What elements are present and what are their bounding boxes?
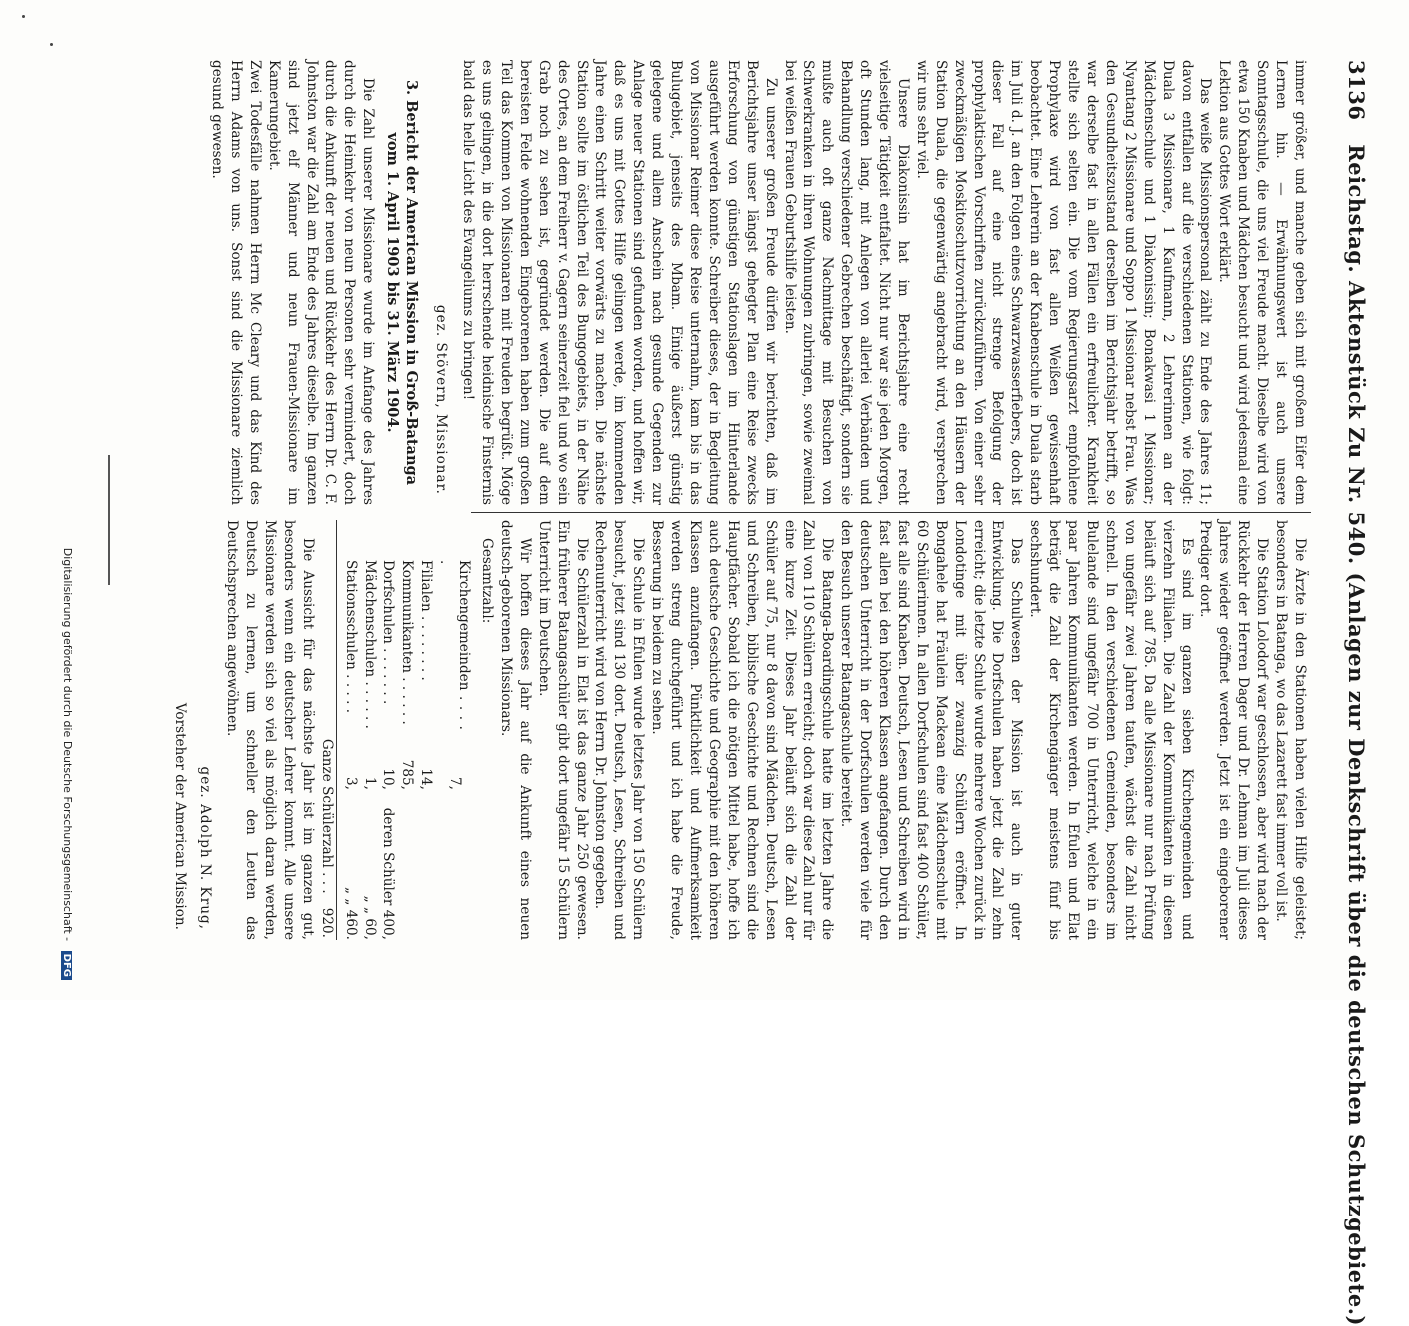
left-column [207, 60, 1309, 505]
page-header [1319, 60, 1369, 1326]
stats-label: Filialen . . . . . . . . [418, 560, 435, 681]
stats-total-label: Ganze Schülerzahl . . . [318, 738, 335, 894]
digitization-footer [54, 0, 74, 990]
stats-value: 14, [418, 768, 435, 790]
table-row [398, 520, 417, 940]
stats-heading: Gesamtzahl: [479, 538, 496, 624]
stats-value: 7, [446, 777, 463, 790]
paragraph: Wir hoffen dieses Jahr auf die Ankunft eines neuen deutsch-geborenen Missionars. [497, 520, 533, 940]
stats-label: Kirchengemeinden . . . . . [437, 560, 473, 730]
digitization-note: Digitalisierung gefördert durch die Deutsche Forschungsgemeinschaft - [61, 547, 74, 942]
section-heading-line: 3. Bericht der American Mission in Groß-Batanga [403, 79, 421, 486]
paragraph: Die Schülerzahl in Elat ist das ganze Jahr 250 gewesen. Ein früherer Batangaschüler gibt dort ungefähr 15 Schülern Unterricht im Deutschen. [535, 520, 590, 940]
column-divider [471, 512, 1311, 513]
paragraph: immer größer, und manche geben sich mit großem Eifer dem Lernen hin. — Erwähnungswert ist auch unsere Sonntagsschule, die uns viel Freude macht. Dieselbe wird von etwa 150 Knaben und Mädchen besucht und wird jedesmal eine Lektion aus Gottes Wort erklärt. [1216, 60, 1308, 505]
paragraph: Das weiße Missionspersonal zählt zu Ende des Jahres 11; davon entfallen auf die verschiedenen Stationen, wie folgt: Duala 3 Missionare, 1 Kaufmann, 2 Lehrerinnen an der Mädchenschule und 1 Diakonissin; Bonakwasi 1 Missionar; Nyantang 2 Missionare und Soppo 1 Missionar nebst Frau. Was den Gesundheitszustand derselben im Berichtsjahr betrifft, so war derselbe fast in allen Fällen ein erfreulicher. Krankheit stellte sich selten ein. Die vom Regierungsarzt empfohlene Prophylaxe wird von fast allen Weißen gewissenhaft beobachtet. Eine Lehrerin an der Knabenschule in Duala starb im Juli d. J. an den Folgen eines Schwarzwasserfiebers, doch ist dieser Fall auf eine nicht strenge Befolgung der prophylaktischen Vorschriften zurückzuführen. Von einer sehr zweckmäßigen Moskitoschutzvorrichtung an den Häusern der Station Duala, die gegenwärtig angebracht wird, versprechen wir uns sehr viel. [913, 60, 1214, 505]
stats-extra [416, 790, 435, 940]
paragraph: Die Batanga-Boardingschule hatte im letzten Jahre die Zahl von 110 Schülern erreicht; doch war diese Zahl nur für eine kurze Zeit. Dieses Jahr beläuft sich die Zahl der Schüler auf 75, nur 8 davon sind Mädchen. Deutsch, Lesen und Schreiben, biblische Geschichte und Rechnen sind die Hauptfächer. Sobald ich die nötigen Mittel habe, hoffe ich auch deutsche Geschichte und Geographie mit den höheren Klassen anzufangen. Pünktlichkeit und Aufmerksamkeit werden streng durchgeführt und ich habe die Freude, Besserung in beidem zu sehen. [649, 520, 836, 940]
stats-extra: deren Schüler 400, [380, 807, 397, 940]
signature: gez. Adolph N. Krug, [197, 766, 214, 930]
paragraph: Die Zahl unserer Missionare wurde im Anfange des Jahres durch die Heimkehr von neun Personen sehr vermindert, doch durch die Ankunft der neuen und Rückkehr des Herrn Dr. C. F. Johnston war die Zahl am Ende des Jahres dieselbe. Im ganzen sind jetzt elf Männer und neun Frauen-Missionare im Kamerungebiet. [265, 60, 377, 505]
paragraph: Das Schulwesen der Mission ist auch in guter Entwicklung. Die Dorfschulen haben jetzt die Zahl zehn erreicht; die letzte Schule wurde mehrere Wochen zurück in Londotinge mit über zwanzig Schülern eröffnet. In Bongahele hat Fräulein Mackean eine Mädchenschule mit 60 Schülerinnen. In allen Dorfschulen sind fast 400 Schüler, fast alle sind Knaben. Deutsch, Lesen und Schreiben wird in fast allen bei den höheren Klassen angefangen. Durch den deutschen Unterricht in der Dorfschulen werden viele für den Besuch unserer Batangaschule bereitet. [838, 520, 1025, 940]
stats-total [317, 520, 337, 940]
table-row [416, 520, 435, 940]
stats-label: Dorfschulen . . . . . . . [380, 560, 397, 705]
stats-value: 1, [361, 777, 378, 790]
paragraph: Unsere Diakonissin hat im Berichtsjahre eine recht vielseitige Tätigkeit entfaltet. Nicht nur war sie jeden Morgen, oft Stunden lang, mit Anlegen von allerlei Verbänden und Behandlung verschiedener Gebrechen beschäftigt, sondern sie mußte auch oft ganze Nachmittage mit Besuchen von Schwerkranken in ihren Wohnungen zubringen, sowie zweimal bei weißen Frauen Geburtshilfe leisten. [781, 60, 911, 505]
signature-role: Vorsteher der American Mission. [172, 702, 189, 930]
stats-label: Kommunikanten . . . . . . [399, 560, 416, 725]
table-row [341, 520, 360, 940]
stats-extra: „ „ 60, [361, 895, 378, 940]
table-row [379, 520, 398, 940]
paragraph: Die Station Lolodorf war geschlossen, aber wird nach der Rückkehr der Herren Dager und Dr. Lehman im Juli dieses Jahres wieder geöffnet werden. Jetzt ist ein eingeborener Prediger dort. [1197, 520, 1271, 940]
section-heading-line: vom 1. April 1903 bis 31. März 1904. [384, 132, 402, 433]
table-row [360, 520, 379, 940]
stats-value: 10, [380, 768, 397, 790]
stats-label: Stationsschulen . . . . . [342, 560, 359, 714]
stats-extra [398, 790, 417, 940]
right-column [163, 520, 1309, 940]
paragraph: Zu unserer großen Freude dürfen wir berichten, daß im Berichtsjahre unser längst gehegter Plan eine Reise zwecks Erforschung von günstigen Stationslagen im Hinterlande ausgeführt werden konnte. Schreiber dieses, der in Begleitung von Missionar Reimer diese Reise unternahm, kam bis in das Bulugebiet, jenseits des Mbam. Einige äußerst günstig gelegene und allem Anschein nach gesunde Gegenden zur Anlage neuer Stationen sind gefunden worden, und hoffen wir, daß es uns mit Gottes Hilfe gelingen werde, im kommenden Jahre einen Schritt weiter vorwärts zu machen. Die nächste Station sollte im östlichen Teil des Bungogebiets, in der Nähe des Ortes, an dem Freiherr v. Gagern seinerzeit fiel und wo sein Grab noch zu sehen ist, gegründet werden. Die auf dem bereisten Felde wohnenden Eingeborenen haben zum großen Teil das Kommen von Missionaren mit Freuden begrüßt. Möge es uns gelingen, in die dort herrschende heidnische Finsternis bald das helle Licht des Evangeliums zu bringen! [460, 60, 779, 505]
dfg-logo: DFG [62, 951, 73, 980]
stats-label: Mädchenschulen . . . . . . [361, 560, 378, 729]
signature: gez. Stövern, Missionar. [433, 304, 450, 495]
stats-table [341, 520, 473, 940]
table-row [435, 520, 473, 940]
paragraph: Die Aussicht für das nächste Jahr ist im ganzen gut, besonders wenn ein deutscher Lehrer kommt. Alle unsere Missionare werden sich so viel als möglich daran werden, Deutsch zu lernen, um schneller den Leuten das Deutschsprechen angewöhnen. [224, 520, 316, 940]
paragraph: Es sind im ganzen sieben Kirchengemeinden und vierzehn Filialen. Die Zahl der Kommunikanten in diesen beläuft sich auf 785. Da alle Missionare nur nach Prüfung von ungefähr zwei Jahren taufen, wächst die Zahl nicht schnell. In den verschiedenen Gemeinden, besonders im Bulelande sind ungefähr 700 in Unterricht, welche in ein paar Jahren Kommunikanten werden. In Efulen und Elat beträgt die Zahl der Kirchengänger meistens fünf bis sechshundert. [1027, 520, 1195, 940]
stats-value: 3, [342, 777, 359, 790]
section-heading [383, 60, 421, 505]
paragraph: Die Schule in Efulen wurde letztes Jahr von 150 Schülern besucht, jetzt sind 130 dort. Deutsch, Lesen, Schreiben und Rechenunterricht wird von Herrn Dr. Johnston gegeben. [592, 520, 647, 940]
stats-value: 785, [399, 759, 416, 790]
stats-extra [435, 790, 473, 940]
paragraph: Zwei Todesfälle nahmen Herrn Mc Cleary und das Kind des Herrn Adams von uns. Sonst sind die Missionare ziemlich gesund gewesen. [209, 60, 263, 505]
page-title: Reichstag. Aktenstück Zu Nr. 540. (Anlagen zur Denkschrift über die deutschen Schutzgebiete.) [1344, 144, 1369, 1326]
paragraph: Die Ärzte in den Stationen haben vielen Hilfe geleistet; besonders in Batanga, wo das Lazarett fast immer voll ist. [1273, 520, 1308, 940]
stats-total-value: 920. [318, 907, 335, 938]
page-number: 3136 [1344, 60, 1369, 121]
stats-extra: „ „ 460. [342, 887, 359, 940]
